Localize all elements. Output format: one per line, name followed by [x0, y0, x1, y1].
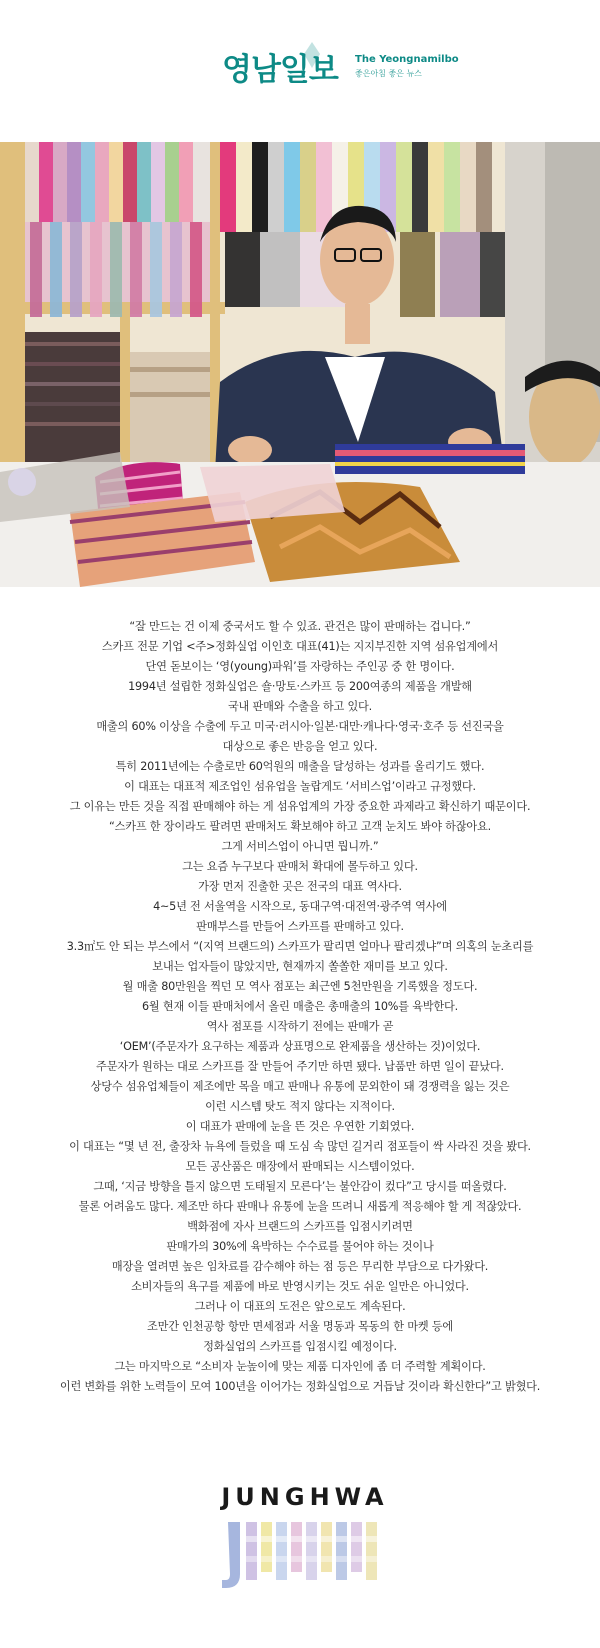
article-line: 6월 현재 이들 판매처에서 올린 매출은 총매출의 10%를 육박한다.: [142, 1000, 458, 1013]
article-line: 역사 점포를 시작하기 전에는 판매가 곧: [206, 1020, 394, 1033]
article-line: ‘OEM’(주문자가 요구하는 제품과 상표명으로 완제품을 생산하는 것)이었다.: [119, 1040, 481, 1053]
article-line: 이런 시스템 탓도 적지 않다는 지적이다.: [205, 1100, 395, 1113]
article-line: 백화점에 자사 브랜드의 스카프를 입점시키려면: [187, 1220, 413, 1233]
article-line: 특히 2011년에는 수출로만 60억원의 매출을 달성하는 성과를 올리기도 했다.: [115, 760, 485, 773]
junghwa-striped-j-logo-icon: [218, 1512, 398, 1592]
article-line: 그는 마지막으로 “소비자 눈높이에 맞는 제품 디자인에 좀 더 주력할 계획이다.: [114, 1360, 486, 1373]
article-line: 매출의 60% 이상을 수출에 두고 미국·러시아·일본·대만·캐나다·영국·호주 등 선진국을: [96, 720, 504, 733]
article-line: 물론 어려움도 많다. 제조만 하다 판매나 유통에 눈을 뜨려니 새롭게 적응해야 할 게 적잖았다.: [78, 1200, 522, 1213]
article-line: 매장을 열려면 높은 임차료를 감수해야 하는 점 등은 무리한 부담으로 다가왔다.: [111, 1260, 489, 1273]
article-line: 상당수 섬유업체들이 제조에만 목을 매고 판매나 유통에 문외한이 돼 경쟁력을 잃는 것은: [90, 1080, 510, 1093]
photo-of-man-at-scarf-store-icon: [0, 142, 600, 587]
article-line: 이 대표는 대표적 제조업인 섬유업을 놀랍게도 ‘서비스업’이라고 규정했다.: [124, 780, 476, 793]
article-body: [0, 617, 600, 1397]
article-line: 그 이유는 만든 것을 직접 판매해야 하는 게 섬유업계의 가장 중요한 과제라고 확신하기 때문이다.: [69, 800, 531, 813]
article-line: 그러나 이 대표의 도전은 앞으로도 계속된다.: [194, 1300, 406, 1313]
article-line: 단연 돋보이는 ‘영(young)파워’를 자랑하는 주인공 중 한 명이다.: [145, 660, 455, 673]
article-line: 모든 공산품은 매장에서 판매되는 시스템이었다.: [185, 1160, 415, 1173]
article-line: 판매부스를 만들어 스카프를 판매하고 있다.: [196, 920, 404, 933]
junghwa-brand-word: JUNGHWA: [221, 1483, 389, 1511]
newspaper-logo-korean[interactable]: 영남일보: [222, 52, 338, 88]
article-line: 그때, ‘지금 방향을 틀지 않으면 도태될지 모른다’는 불안감이 컸다”고 당시를 떠올렸다.: [93, 1180, 507, 1193]
newspaper-tagline: 좋은아침 좋은 뉴스: [355, 69, 422, 78]
article-line: “잘 만드는 건 이제 중국서도 할 수 있죠. 관건은 많이 판매하는 겁니다.”: [129, 620, 471, 633]
article-line: 정화실업의 스카프를 입점시킬 예정이다.: [203, 1340, 397, 1353]
article-line: 주문자가 원하는 대로 스카프를 잘 만들어 주기만 하면 됐다. 납품만 하면 일이 끝났다.: [96, 1060, 504, 1073]
article-line: 국내 판매와 수출을 하고 있다.: [227, 700, 373, 713]
article-line: 그게 서비스업이 아니면 뭡니까.”: [221, 840, 379, 853]
article-line: 4~5년 전 서울역을 시작으로, 동대구역·대전역·광주역 역사에: [153, 900, 447, 913]
article-line: 이 대표는 “몇 년 전, 출장차 뉴욕에 들렀을 때 도심 속 많던 길거리 점포들이 싹 사라진 것을 봤다.: [69, 1140, 531, 1153]
masthead: [0, 0, 600, 140]
article-line: 보내는 업자들이 많았지만, 현재까지 쏠쏠한 재미를 보고 있다.: [152, 960, 448, 973]
article-line: 3.3㎡도 안 되는 부스에서 “(지역 브랜드의) 스카프가 팔리면 얼마나 팔리겠냐”며 의혹의 눈초리를: [66, 940, 534, 953]
article-line: 이런 변화를 위한 노력들이 모여 100년을 이어가는 정화실업으로 거듭날 것이라 확신한다”고 밝혔다.: [59, 1380, 541, 1393]
article-line: 이 대표가 판매에 눈을 뜬 것은 우연한 기회였다.: [185, 1120, 415, 1133]
article-line: 그는 요즘 누구보다 판매처 확대에 몰두하고 있다.: [182, 860, 418, 873]
article-line: 판매가의 30%에 육박하는 수수료를 물어야 하는 것이나: [166, 1240, 434, 1253]
newspaper-logo-english: The Yeongnamilbo: [355, 54, 459, 65]
article-line: 1994년 설립한 정화실업은 숄·망토·스카프 등 200여종의 제품을 개발해: [128, 680, 472, 693]
article-line: 대상으로 좋은 반응을 얻고 있다.: [222, 740, 378, 753]
article-line: “스카프 한 장이라도 팔려면 판매처도 확보해야 하고 고객 눈치도 봐야 하잖아요.: [109, 820, 491, 833]
article-line: 소비자들의 욕구를 제품에 바로 반영시키는 것도 쉬운 일만은 아니었다.: [131, 1280, 469, 1293]
article-line: 가장 먼저 진출한 곳은 전국의 대표 역사다.: [198, 880, 402, 893]
article-photo: [0, 142, 600, 587]
article-line: 월 매출 80만원을 찍던 모 역사 점포는 최근엔 5천만원을 기록했을 정도다.: [122, 980, 478, 993]
article-line: 조만간 인천공항 항만 면세점과 서울 명동과 목동의 한 마켓 등에: [147, 1320, 453, 1333]
article-line: 스카프 전문 기업 <주>정화실업 이인호 대표(41)는 지지부진한 지역 섬유업계에서: [101, 640, 499, 653]
